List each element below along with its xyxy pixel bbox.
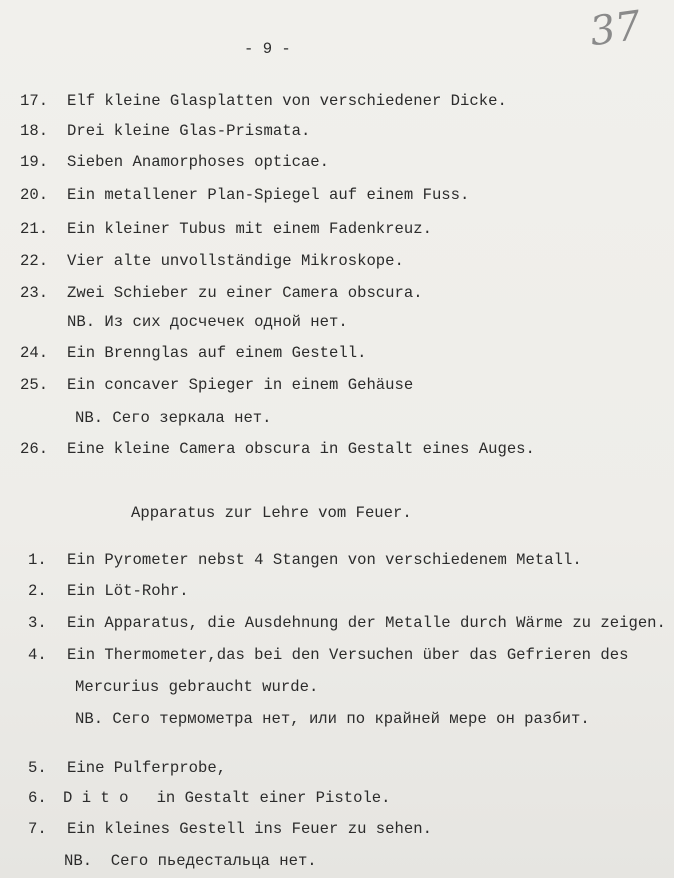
handwritten-folio-number: 37 [587, 2, 644, 56]
item-number: 5. [28, 759, 47, 777]
nota-bene-note: NB. Сего термометра нет, или по крайней мере он разбит. [75, 710, 590, 728]
item-number: 23. [20, 284, 49, 302]
item-number: 25. [20, 376, 49, 394]
item-text: Ein Apparatus, die Ausdehnung der Metalle durch Wärme zu zeigen. [67, 614, 666, 632]
item-text: Drei kleine Glas-Prismata. [67, 122, 311, 140]
item-text: Eine Pulferprobe, [67, 759, 227, 777]
section-heading: Apparatus zur Lehre vom Feuer. [131, 504, 412, 522]
item-number: 3. [28, 614, 47, 632]
item-text: Ein kleines Gestell ins Feuer zu sehen. [67, 820, 432, 838]
item-number: 4. [28, 646, 47, 664]
item-text: Eine kleine Camera obscura in Gestalt eines Auges. [67, 440, 535, 458]
nota-bene-note: NB. Сего зеркала нет. [75, 409, 272, 427]
item-number: 1. [28, 551, 47, 569]
item-text: Ein Pyrometer nebst 4 Stangen von verschiedenem Metall. [67, 551, 582, 569]
page-number: - 9 - [244, 40, 291, 58]
item-number: 18. [20, 122, 49, 140]
item-text: Sieben Anamorphoses opticae. [67, 153, 330, 171]
nota-bene-note: NB. Сего пьедестальца нет. [64, 852, 317, 870]
item-text: Ein metallener Plan-Spiegel auf einem Fuss. [67, 186, 470, 204]
item-text: Elf kleine Glasplatten von verschiedener Dicke. [67, 92, 507, 110]
item-number: 21. [20, 220, 49, 238]
item-number: 17. [20, 92, 49, 110]
item-text: Ein Thermometer,das bei den Versuchen über das Gefrieren des [67, 646, 629, 664]
item-number: 20. [20, 186, 49, 204]
item-text: Ein Löt-Rohr. [67, 582, 189, 600]
item-text: Zwei Schieber zu einer Camera obscura. [67, 284, 423, 302]
item-number: 7. [28, 820, 47, 838]
item-number: 26. [20, 440, 49, 458]
item-text: Vier alte unvollständige Mikroskope. [67, 252, 404, 270]
item-number: 6. [28, 789, 47, 807]
item-number: 19. [20, 153, 49, 171]
item-number: 2. [28, 582, 47, 600]
item-text: Ein Brennglas auf einem Gestell. [67, 344, 367, 362]
item-text: D i t o in Gestalt einer Pistole. [63, 789, 391, 807]
item-number: 24. [20, 344, 49, 362]
item-text: Ein kleiner Tubus mit einem Fadenkreuz. [67, 220, 432, 238]
item-number: 22. [20, 252, 49, 270]
item-text: Ein concaver Spieger in einem Gehäuse [67, 376, 414, 394]
nota-bene-note: NB. Из сих досчечек одной нет. [67, 313, 348, 331]
item-text-continued: Mercurius gebraucht wurde. [75, 678, 319, 696]
